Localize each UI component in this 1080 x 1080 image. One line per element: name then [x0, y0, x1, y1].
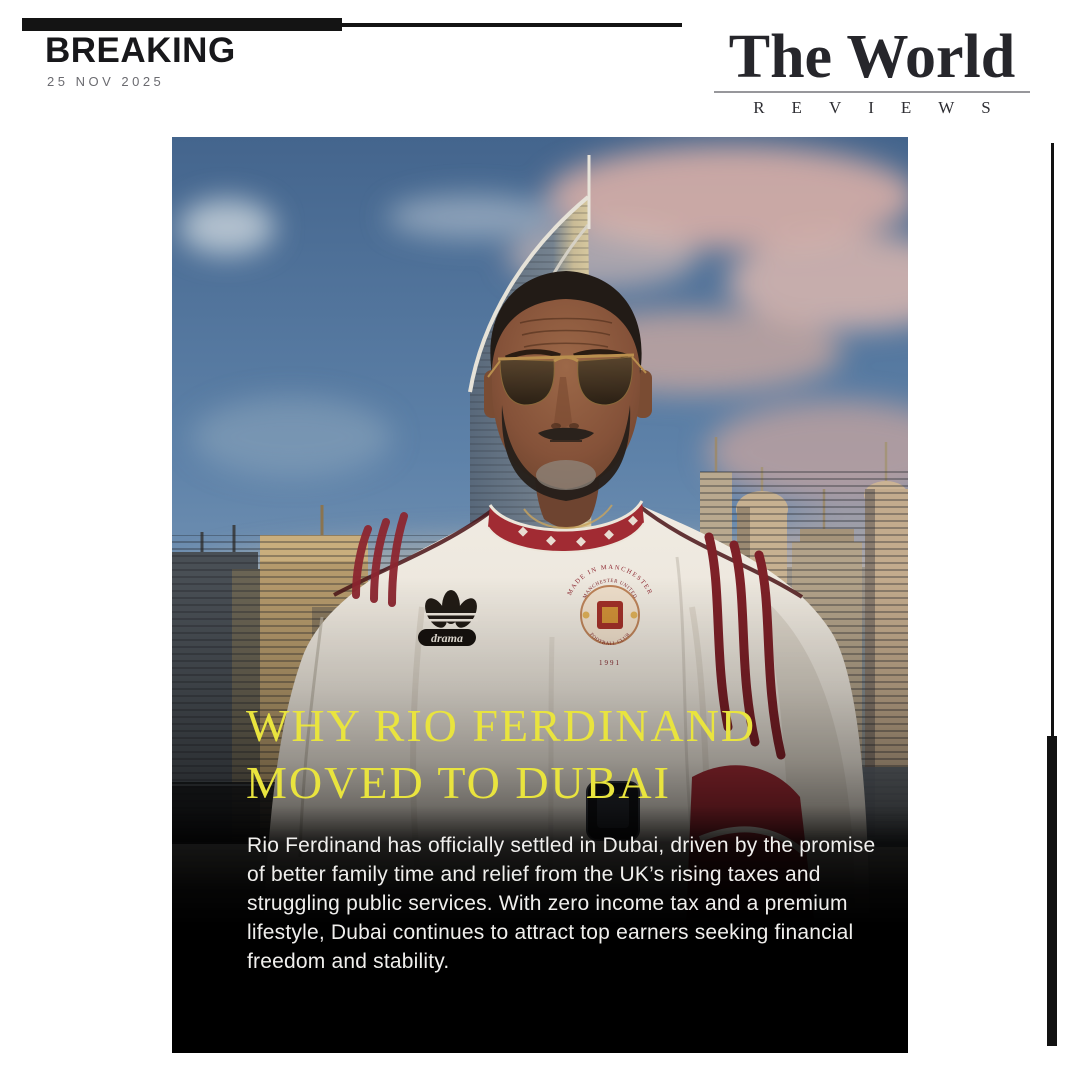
- breaking-accent-line: [342, 23, 682, 27]
- masthead-date: 25 NOV 2025: [47, 74, 165, 89]
- logo-subtitle: REVIEWS: [753, 97, 1018, 117]
- breaking-accent-bar: [22, 18, 342, 31]
- article-body: Rio Ferdinand has officially settled in Dubai, driven by the promise of better family time and relief from the UK’s rising taxes and struggling public services. With zero income tax and a premium lifestyle, Dubai continues to attract top earners seeking financial freedom and stability.: [247, 834, 876, 973]
- news-card: [172, 137, 908, 1053]
- publication-logo: [714, 23, 1030, 118]
- logo-divider: [714, 91, 1030, 93]
- breaking-label: BREAKING: [45, 31, 236, 70]
- headline-line-2: MOVED TO DUBAI: [246, 757, 671, 808]
- right-thick-rule: [1047, 736, 1057, 1046]
- right-thin-rule: [1051, 143, 1054, 736]
- logo-title: The World: [728, 23, 1016, 91]
- headline: [246, 697, 756, 811]
- headline-line-1: WHY RIO FERDINAND: [246, 700, 757, 751]
